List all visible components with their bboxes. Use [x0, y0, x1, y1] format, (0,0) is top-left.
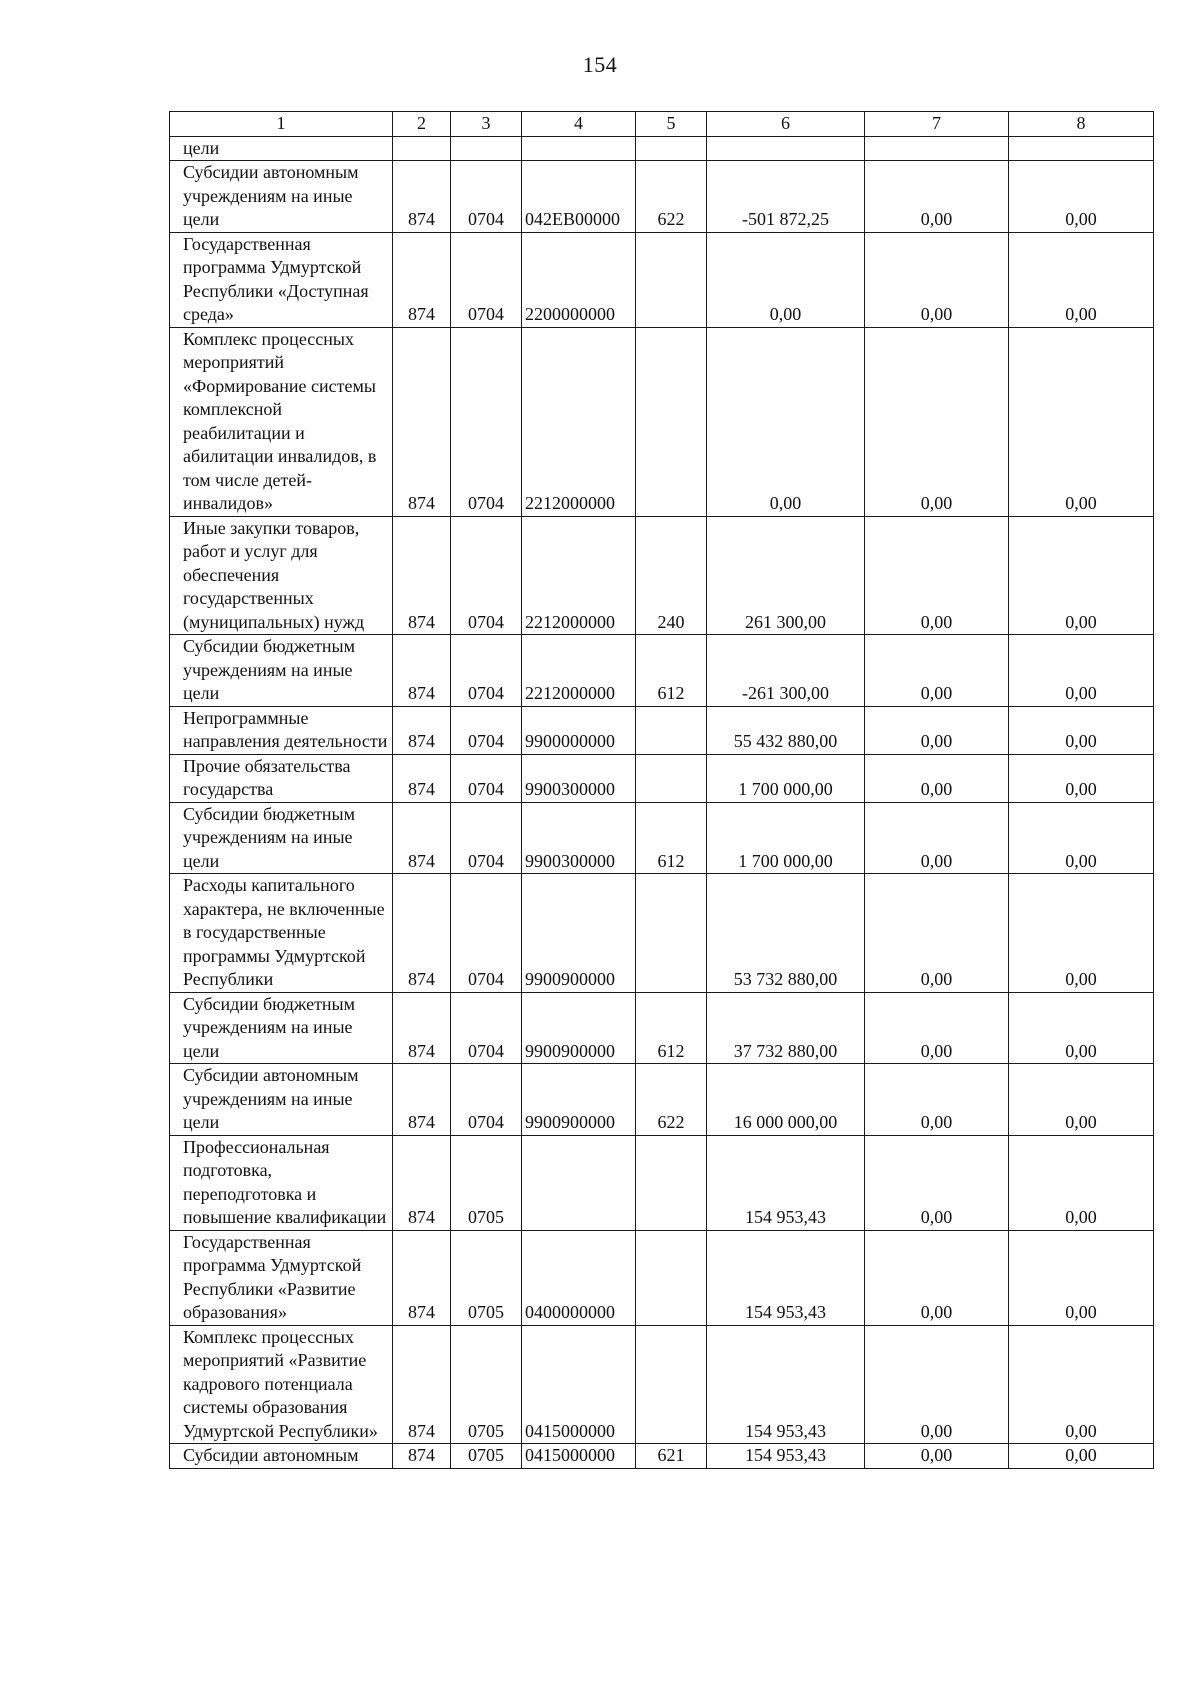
- row-col6-cell: -261 300,00: [707, 635, 865, 707]
- header-cell-8: 8: [1009, 112, 1154, 137]
- row-col2-cell: 874: [393, 802, 451, 874]
- row-col5-cell: [636, 706, 707, 754]
- row-name-cell: Субсидии автономным учреждениям на иные цели: [170, 1064, 393, 1136]
- row-col2-cell: 874: [393, 516, 451, 635]
- row-col2-cell: 874: [393, 1444, 451, 1469]
- row-col7-cell: 0,00: [865, 516, 1009, 635]
- table-header-row: [170, 112, 1154, 137]
- row-col7-cell: 0,00: [865, 1444, 1009, 1469]
- table-body: [170, 112, 1154, 1469]
- row-col2-cell: 874: [393, 874, 451, 993]
- header-cell-5: 5: [636, 112, 707, 137]
- row-col3-cell: 0704: [451, 161, 522, 233]
- table-row: [170, 874, 1154, 993]
- row-col6-cell: 1 700 000,00: [707, 754, 865, 802]
- row-col6-cell: 154 953,43: [707, 1444, 865, 1469]
- row-col2-cell: 874: [393, 706, 451, 754]
- table-row: [170, 327, 1154, 516]
- table-row: [170, 1444, 1154, 1469]
- row-col7-cell: 0,00: [865, 754, 1009, 802]
- row-col6-cell: [707, 136, 865, 161]
- row-col8-cell: 0,00: [1009, 635, 1154, 707]
- row-col3-cell: 0704: [451, 706, 522, 754]
- row-col4-cell: 9900900000: [522, 992, 636, 1064]
- row-name-cell: Субсидии бюджетным учреждениям на иные цели: [170, 802, 393, 874]
- header-cell-7: 7: [865, 112, 1009, 137]
- row-col5-cell: 612: [636, 992, 707, 1064]
- header-cell-1: 1: [170, 112, 393, 137]
- row-col4-cell: 0415000000: [522, 1444, 636, 1469]
- row-col7-cell: 0,00: [865, 802, 1009, 874]
- row-col7-cell: 0,00: [865, 1064, 1009, 1136]
- row-col6-cell: 261 300,00: [707, 516, 865, 635]
- row-col4-cell: 9900000000: [522, 706, 636, 754]
- row-name-cell: Прочие обязательства государства: [170, 754, 393, 802]
- row-col3-cell: 0704: [451, 754, 522, 802]
- row-col3-cell: 0704: [451, 516, 522, 635]
- row-col3-cell: 0704: [451, 232, 522, 327]
- row-col3-cell: 0705: [451, 1135, 522, 1230]
- row-col2-cell: 874: [393, 635, 451, 707]
- table-row: [170, 1230, 1154, 1325]
- row-col4-cell: 2200000000: [522, 232, 636, 327]
- header-cell-4: 4: [522, 112, 636, 137]
- row-col5-cell: 621: [636, 1444, 707, 1469]
- row-col8-cell: 0,00: [1009, 1230, 1154, 1325]
- row-name-cell: Субсидии автономным учреждениям на иные цели: [170, 161, 393, 233]
- row-col7-cell: 0,00: [865, 992, 1009, 1064]
- row-col4-cell: 042ЕВ00000: [522, 161, 636, 233]
- row-col8-cell: [1009, 136, 1154, 161]
- row-col5-cell: 240: [636, 516, 707, 635]
- row-col7-cell: 0,00: [865, 327, 1009, 516]
- row-col8-cell: 0,00: [1009, 161, 1154, 233]
- table-row: [170, 992, 1154, 1064]
- row-col3-cell: 0704: [451, 635, 522, 707]
- row-col5-cell: [636, 1230, 707, 1325]
- row-name-cell: Непрограммные направления деятельности: [170, 706, 393, 754]
- row-name-cell: Государственная программа Удмуртской Республики «Доступная среда»: [170, 232, 393, 327]
- row-col3-cell: [451, 136, 522, 161]
- row-col6-cell: 55 432 880,00: [707, 706, 865, 754]
- table-row: [170, 136, 1154, 161]
- row-col7-cell: 0,00: [865, 874, 1009, 993]
- row-col7-cell: [865, 136, 1009, 161]
- row-name-cell: Государственная программа Удмуртской Республики «Развитие образования»: [170, 1230, 393, 1325]
- row-col3-cell: 0704: [451, 874, 522, 993]
- row-name-cell: Субсидии бюджетным учреждениям на иные цели: [170, 992, 393, 1064]
- row-col5-cell: [636, 327, 707, 516]
- page-number: 154: [582, 52, 618, 77]
- row-col8-cell: 0,00: [1009, 516, 1154, 635]
- row-col8-cell: 0,00: [1009, 706, 1154, 754]
- row-col2-cell: 874: [393, 327, 451, 516]
- row-col6-cell: 53 732 880,00: [707, 874, 865, 993]
- header-cell-2: 2: [393, 112, 451, 137]
- row-col4-cell: 0400000000: [522, 1230, 636, 1325]
- row-col3-cell: 0705: [451, 1230, 522, 1325]
- row-col8-cell: 0,00: [1009, 992, 1154, 1064]
- table-row: [170, 706, 1154, 754]
- row-col2-cell: 874: [393, 1325, 451, 1444]
- row-col6-cell: -501 872,25: [707, 161, 865, 233]
- row-col8-cell: 0,00: [1009, 754, 1154, 802]
- row-name-cell: Субсидии автономным: [170, 1444, 393, 1469]
- row-col4-cell: [522, 1135, 636, 1230]
- header-cell-6: 6: [707, 112, 865, 137]
- row-col6-cell: 154 953,43: [707, 1230, 865, 1325]
- row-col5-cell: [636, 1325, 707, 1444]
- row-col4-cell: 0415000000: [522, 1325, 636, 1444]
- row-col6-cell: 16 000 000,00: [707, 1064, 865, 1136]
- row-col2-cell: 874: [393, 754, 451, 802]
- row-name-cell: цели: [170, 136, 393, 161]
- row-col5-cell: [636, 754, 707, 802]
- row-col5-cell: [636, 874, 707, 993]
- row-col5-cell: 612: [636, 802, 707, 874]
- row-col7-cell: 0,00: [865, 232, 1009, 327]
- row-col3-cell: 0704: [451, 1064, 522, 1136]
- row-col2-cell: 874: [393, 1230, 451, 1325]
- row-col2-cell: 874: [393, 232, 451, 327]
- table-row: [170, 232, 1154, 327]
- row-col8-cell: 0,00: [1009, 1444, 1154, 1469]
- table-row: [170, 635, 1154, 707]
- table-row: [170, 516, 1154, 635]
- table-row: [170, 1064, 1154, 1136]
- row-col8-cell: 0,00: [1009, 802, 1154, 874]
- row-col8-cell: 0,00: [1009, 1064, 1154, 1136]
- budget-table: [169, 111, 1154, 1469]
- table-row: [170, 161, 1154, 233]
- row-col7-cell: 0,00: [865, 1135, 1009, 1230]
- row-name-cell: Субсидии бюджетным учреждениям на иные цели: [170, 635, 393, 707]
- row-col6-cell: 0,00: [707, 232, 865, 327]
- row-col4-cell: 2212000000: [522, 635, 636, 707]
- row-col3-cell: 0704: [451, 802, 522, 874]
- row-col6-cell: 0,00: [707, 327, 865, 516]
- row-col8-cell: 0,00: [1009, 1135, 1154, 1230]
- row-col4-cell: 9900900000: [522, 1064, 636, 1136]
- table-row: [170, 1325, 1154, 1444]
- row-col3-cell: 0704: [451, 992, 522, 1064]
- row-col2-cell: 874: [393, 161, 451, 233]
- row-col4-cell: 2212000000: [522, 327, 636, 516]
- row-col6-cell: 1 700 000,00: [707, 802, 865, 874]
- row-col2-cell: [393, 136, 451, 161]
- row-col4-cell: 9900300000: [522, 802, 636, 874]
- row-col5-cell: 622: [636, 161, 707, 233]
- row-col7-cell: 0,00: [865, 706, 1009, 754]
- row-col2-cell: 874: [393, 992, 451, 1064]
- row-name-cell: Комплекс процессных мероприятий «Развитие кадрового потенциала системы образования Удмуртской Республики»: [170, 1325, 393, 1444]
- row-col8-cell: 0,00: [1009, 232, 1154, 327]
- row-col4-cell: 9900300000: [522, 754, 636, 802]
- row-col4-cell: 9900900000: [522, 874, 636, 993]
- row-col5-cell: 612: [636, 635, 707, 707]
- row-name-cell: Комплекс процессных мероприятий «Формирование системы комплексной реабилитации и абилитации инвалидов, в том числе детей-инвалидов»: [170, 327, 393, 516]
- table-row: [170, 802, 1154, 874]
- row-col5-cell: 622: [636, 1064, 707, 1136]
- row-col7-cell: 0,00: [865, 1325, 1009, 1444]
- row-col2-cell: 874: [393, 1064, 451, 1136]
- row-col8-cell: 0,00: [1009, 327, 1154, 516]
- row-col5-cell: [636, 232, 707, 327]
- row-col7-cell: 0,00: [865, 161, 1009, 233]
- row-col4-cell: 2212000000: [522, 516, 636, 635]
- row-col3-cell: 0704: [451, 327, 522, 516]
- row-col8-cell: 0,00: [1009, 1325, 1154, 1444]
- table-row: [170, 1135, 1154, 1230]
- row-col6-cell: 154 953,43: [707, 1135, 865, 1230]
- row-col4-cell: [522, 136, 636, 161]
- row-col7-cell: 0,00: [865, 635, 1009, 707]
- row-col5-cell: [636, 1135, 707, 1230]
- row-name-cell: Расходы капитального характера, не включенные в государственные программы Удмуртской Республики: [170, 874, 393, 993]
- row-name-cell: Иные закупки товаров, работ и услуг для обеспечения государственных (муниципальных) нужд: [170, 516, 393, 635]
- row-name-cell: Профессиональная подготовка, переподготовка и повышение квалификации: [170, 1135, 393, 1230]
- row-col3-cell: 0705: [451, 1325, 522, 1444]
- row-col6-cell: 37 732 880,00: [707, 992, 865, 1064]
- table-row: [170, 754, 1154, 802]
- header-cell-3: 3: [451, 112, 522, 137]
- row-col5-cell: [636, 136, 707, 161]
- row-col8-cell: 0,00: [1009, 874, 1154, 993]
- row-col6-cell: 154 953,43: [707, 1325, 865, 1444]
- row-col3-cell: 0705: [451, 1444, 522, 1469]
- row-col7-cell: 0,00: [865, 1230, 1009, 1325]
- row-col2-cell: 874: [393, 1135, 451, 1230]
